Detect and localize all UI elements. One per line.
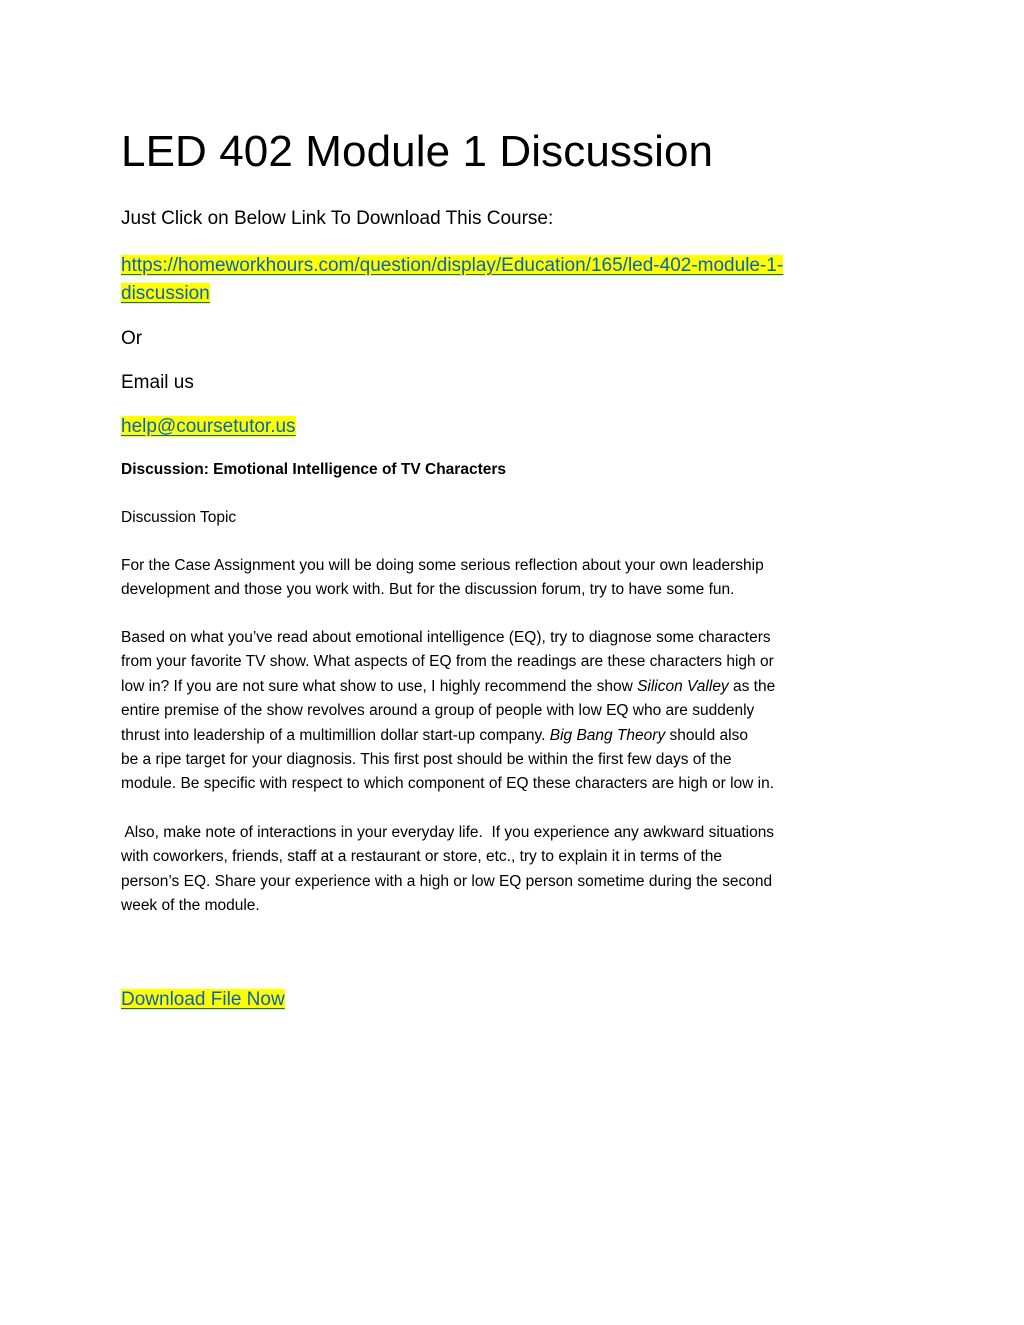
paragraph-everyday-life: [121, 821, 911, 919]
paragraph-line: entire premise of the show revolves around a group of people with low EQ who are suddenly: [121, 702, 755, 720]
download-file-link[interactable]: Download File Now: [121, 989, 285, 1010]
paragraph-line: [121, 675, 911, 699]
paragraph-line: development and those you work with. But for the discussion forum, try to have some fun.: [121, 581, 735, 599]
show-title-silicon-valley: Silicon Valley: [637, 677, 729, 695]
text-segment: as the: [728, 677, 776, 695]
course-link-block: [121, 252, 911, 308]
email-line: [121, 413, 296, 441]
paragraph-line: week of the module.: [121, 897, 260, 915]
email-label: Email us: [121, 372, 194, 393]
paragraph-line: with coworkers, friends, staff at a restaurant or store, etc., try to explain it in terms of the: [121, 848, 723, 866]
paragraph-eq-diagnosis: [121, 626, 911, 797]
paragraph-case-assignment: [121, 554, 911, 603]
show-title-big-bang-theory: Big Bang Theory: [549, 726, 666, 744]
paragraph-line: person’s EQ. Share your experience with a high or low EQ person sometime during the second: [121, 872, 773, 890]
course-link[interactable]: [121, 255, 783, 304]
paragraph-line: For the Case Assignment you will be doing some serious reflection about your own leadership: [121, 557, 764, 574]
paragraph-line: be a ripe target for your diagnosis. This first post should be within the first few days of the: [121, 751, 732, 769]
paragraph-line: Also, make note of interactions in your everyday life. If you experience any awkward situations: [121, 824, 775, 841]
download-line: [121, 986, 285, 1014]
course-link-line2: discussion: [121, 283, 210, 304]
discussion-heading: Discussion: Emotional Intelligence of TV Characters: [121, 461, 507, 478]
paragraph-line: from your favorite TV show. What aspects of EQ from the readings are these characters high or: [121, 653, 774, 671]
email-link[interactable]: help@coursetutor.us: [121, 416, 296, 437]
intro-text: Just Click on Below Link To Download This Course:: [121, 208, 554, 229]
text-segment: thrust into leadership of a multimillion dollar start-up company.: [121, 726, 550, 744]
text-segment: should also: [665, 726, 748, 744]
paragraph-line: [121, 724, 911, 748]
page-title: LED 402 Module 1 Discussion: [121, 127, 714, 176]
paragraph-line: module. Be specific with respect to which component of EQ these characters are high or low in.: [121, 775, 775, 793]
course-link-line1: https://homeworkhours.com/question/display/Education/165/led-402-module-1-: [121, 255, 784, 276]
paragraph-line: Based on what you’ve read about emotional intelligence (EQ), try to diagnose some characters: [121, 629, 771, 646]
text-segment: low in? If you are not sure what show to use, I highly recommend the show: [121, 677, 638, 695]
or-text: Or: [121, 328, 143, 349]
topic-label: Discussion Topic: [121, 509, 237, 526]
